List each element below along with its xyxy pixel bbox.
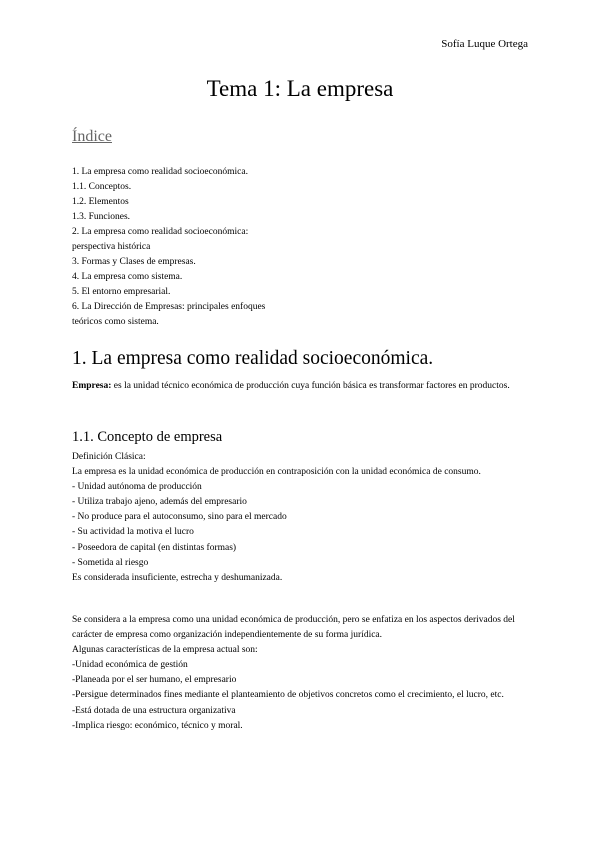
toc-item: 6. La Dirección de Empresas: principales enfoques (72, 302, 266, 312)
toc-item: 5. El entorno empresarial. (72, 287, 171, 297)
toc-item: 4. La empresa como sistema. (72, 272, 183, 282)
table-of-contents (72, 165, 372, 330)
definition-paragraph (72, 379, 532, 394)
text-line: - Poseedora de capital (en distintas formas) (72, 542, 237, 553)
text-line: Es considerada insuficiente, estrecha y deshumanizada. (72, 572, 283, 583)
modern-definition-block (72, 613, 534, 734)
classic-definition-block (72, 450, 534, 586)
text-line: Algunas características de la empresa actual son: (72, 645, 258, 656)
toc-item: 3. Formas y Clases de empresas. (72, 257, 196, 267)
text-line: -Persigue determinados fines mediante el planteamiento de objetivos concretos como el crecimiento, el lucro, etc. (72, 690, 504, 701)
toc-item: 1. La empresa como realidad socioeconómica. (72, 167, 248, 177)
text-line: - No produce para el autoconsumo, sino para el mercado (72, 512, 287, 523)
text-line: Se considera a la empresa como una unidad económica de producción, pero se enfatiza en los aspectos derivados del carácter de empresa como organización independientemente de su forma jurídica. (72, 615, 515, 641)
toc-item: teóricos como sistema. (72, 317, 159, 327)
section-heading-1-1: 1.1. Concepto de empresa (72, 429, 223, 445)
document-title: Tema 1: La empresa (206, 76, 394, 101)
toc-item: 1.3. Funciones. (72, 212, 131, 222)
section-heading-1: 1. La empresa como realidad socioeconómica. (72, 348, 434, 369)
text-line: - Unidad autónoma de producción (72, 482, 202, 493)
text-line: -Planeada por el ser humano, el empresario (72, 675, 237, 686)
text-line: Definición Clásica: (72, 452, 146, 462)
text-line: -Está dotada de una estructura organizativa (72, 705, 236, 716)
toc-item: 1.1. Conceptos. (72, 182, 132, 192)
text-line: -Implica riesgo: económico, técnico y moral. (72, 720, 243, 731)
text-line: - Sometida al riesgo (72, 557, 149, 568)
toc-item: perspectiva histórica (72, 242, 151, 252)
toc-item: 2. La empresa como realidad socioeconómica: (72, 227, 249, 237)
definition-term: Empresa: (72, 381, 112, 391)
definition-text: es la unidad técnico económica de producción cuya función básica es transformar factores en productos. (111, 381, 510, 391)
author-name: Sofía Luque Ortega (441, 38, 528, 50)
toc-heading: Índice (72, 128, 112, 145)
text-line: La empresa es la unidad económica de producción en contraposición con la unidad económica de consumo. (72, 467, 481, 478)
text-line: - Utiliza trabajo ajeno, además del empresario (72, 497, 247, 508)
toc-item: 1.2. Elementos (72, 197, 129, 207)
text-line: -Unidad económica de gestión (72, 660, 188, 671)
text-line: - Su actividad la motiva el lucro (72, 527, 194, 538)
